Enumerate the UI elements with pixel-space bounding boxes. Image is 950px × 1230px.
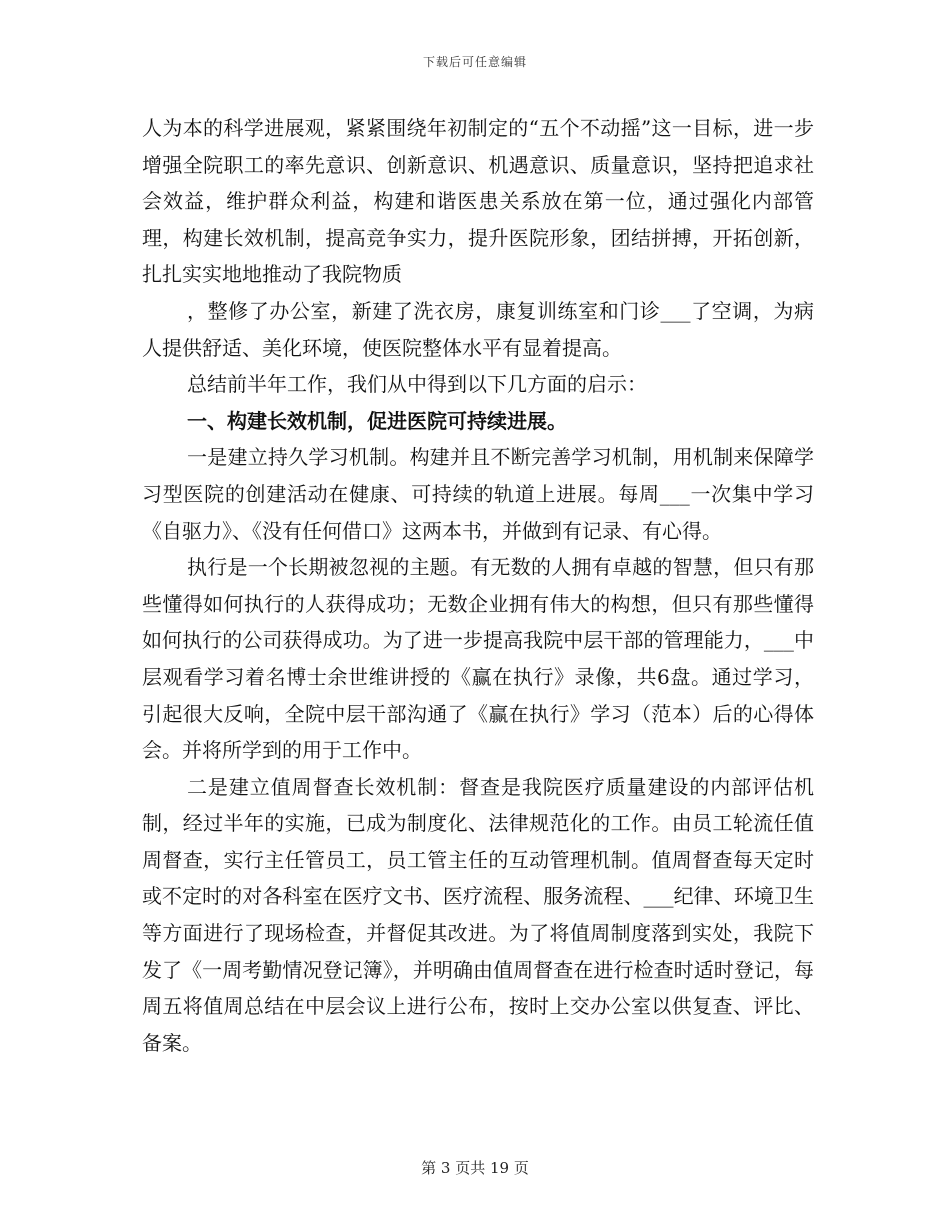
- document-body: [142, 110, 814, 1061]
- page-footer: 第 3 页共 19 页: [421, 1159, 529, 1177]
- paragraph-3: 总结前半年工作，我们从中得到以下几方面的启示：: [187, 372, 647, 397]
- paragraph-4: 一是建立持久学习机制。构建并且不断完善学习机制，用机制来保障学习型医院的创建活动在健康、可持续的轨道上进展。每周___一次集中学习《自驱力》、《没有任何借口》这两本书，并做到有记录、有心得。: [142, 445, 814, 543]
- page-header: 下载后可任意编辑: [422, 55, 527, 69]
- paragraph-6: 二是建立值周督查长效机制：督查是我院医疗质量建设的内部评估机制，经过半年的实施，已成为制度化、法律规范化的工作。由员工轮流任值周督查，实行主任管员工，员工管主任的互动管理机制。值周督查每天定时或不定时的对各科室在医疗文书、医疗流程、服务流程、___纪律、环境卫生等方面进行了现场检查，并督促其改进。为了将值周制度落到实处，我院下发了《一周考勤情况登记簿》，并明确由值周督查在进行检查时适时登记，每周五将值周总结在中层会议上进行公布，按时上交办公室以供复查、评比、备案。: [142, 774, 814, 1055]
- paragraph-1: 人为本的科学进展观，紧紧围绕年初制定的“五个不动摇”这一目标，进一步增强全院职工的率先意识、创新意识、机遇意识、质量意识，坚持把追求社会效益，维护群众利益，构建和谐医患关系放在第一位，通过强化内部管理，构建长效机制，提高竞争实力，提升医院形象，团结拼搏，开拓创新，扎扎实实地地推动了我院物质: [142, 116, 814, 287]
- section-heading: 一、构建长效机制，促进医院可持续进展。: [187, 408, 567, 433]
- paragraph-2: ，整修了办公室，新建了洗衣房，康复训练室和门诊___了空调，为病人提供舒适、美化环境，使医院整体水平有显着提高。: [142, 298, 814, 360]
- paragraph-5: 执行是一个长期被忽视的主题。有无数的人拥有卓越的智慧，但只有那些懂得如何执行的人获得成功；无数企业拥有伟大的构想，但只有那些懂得如何执行的公司获得成功。为了进一步提高我院中层干部的管理能力，___中层观看学习着名博士余世维讲授的《赢在执行》录像，共6盘。通过学习，引起很大反响，全院中层干部沟通了《赢在执行》学习（范本）后的心得体会。并将所学到的用于工作中。: [142, 555, 814, 763]
